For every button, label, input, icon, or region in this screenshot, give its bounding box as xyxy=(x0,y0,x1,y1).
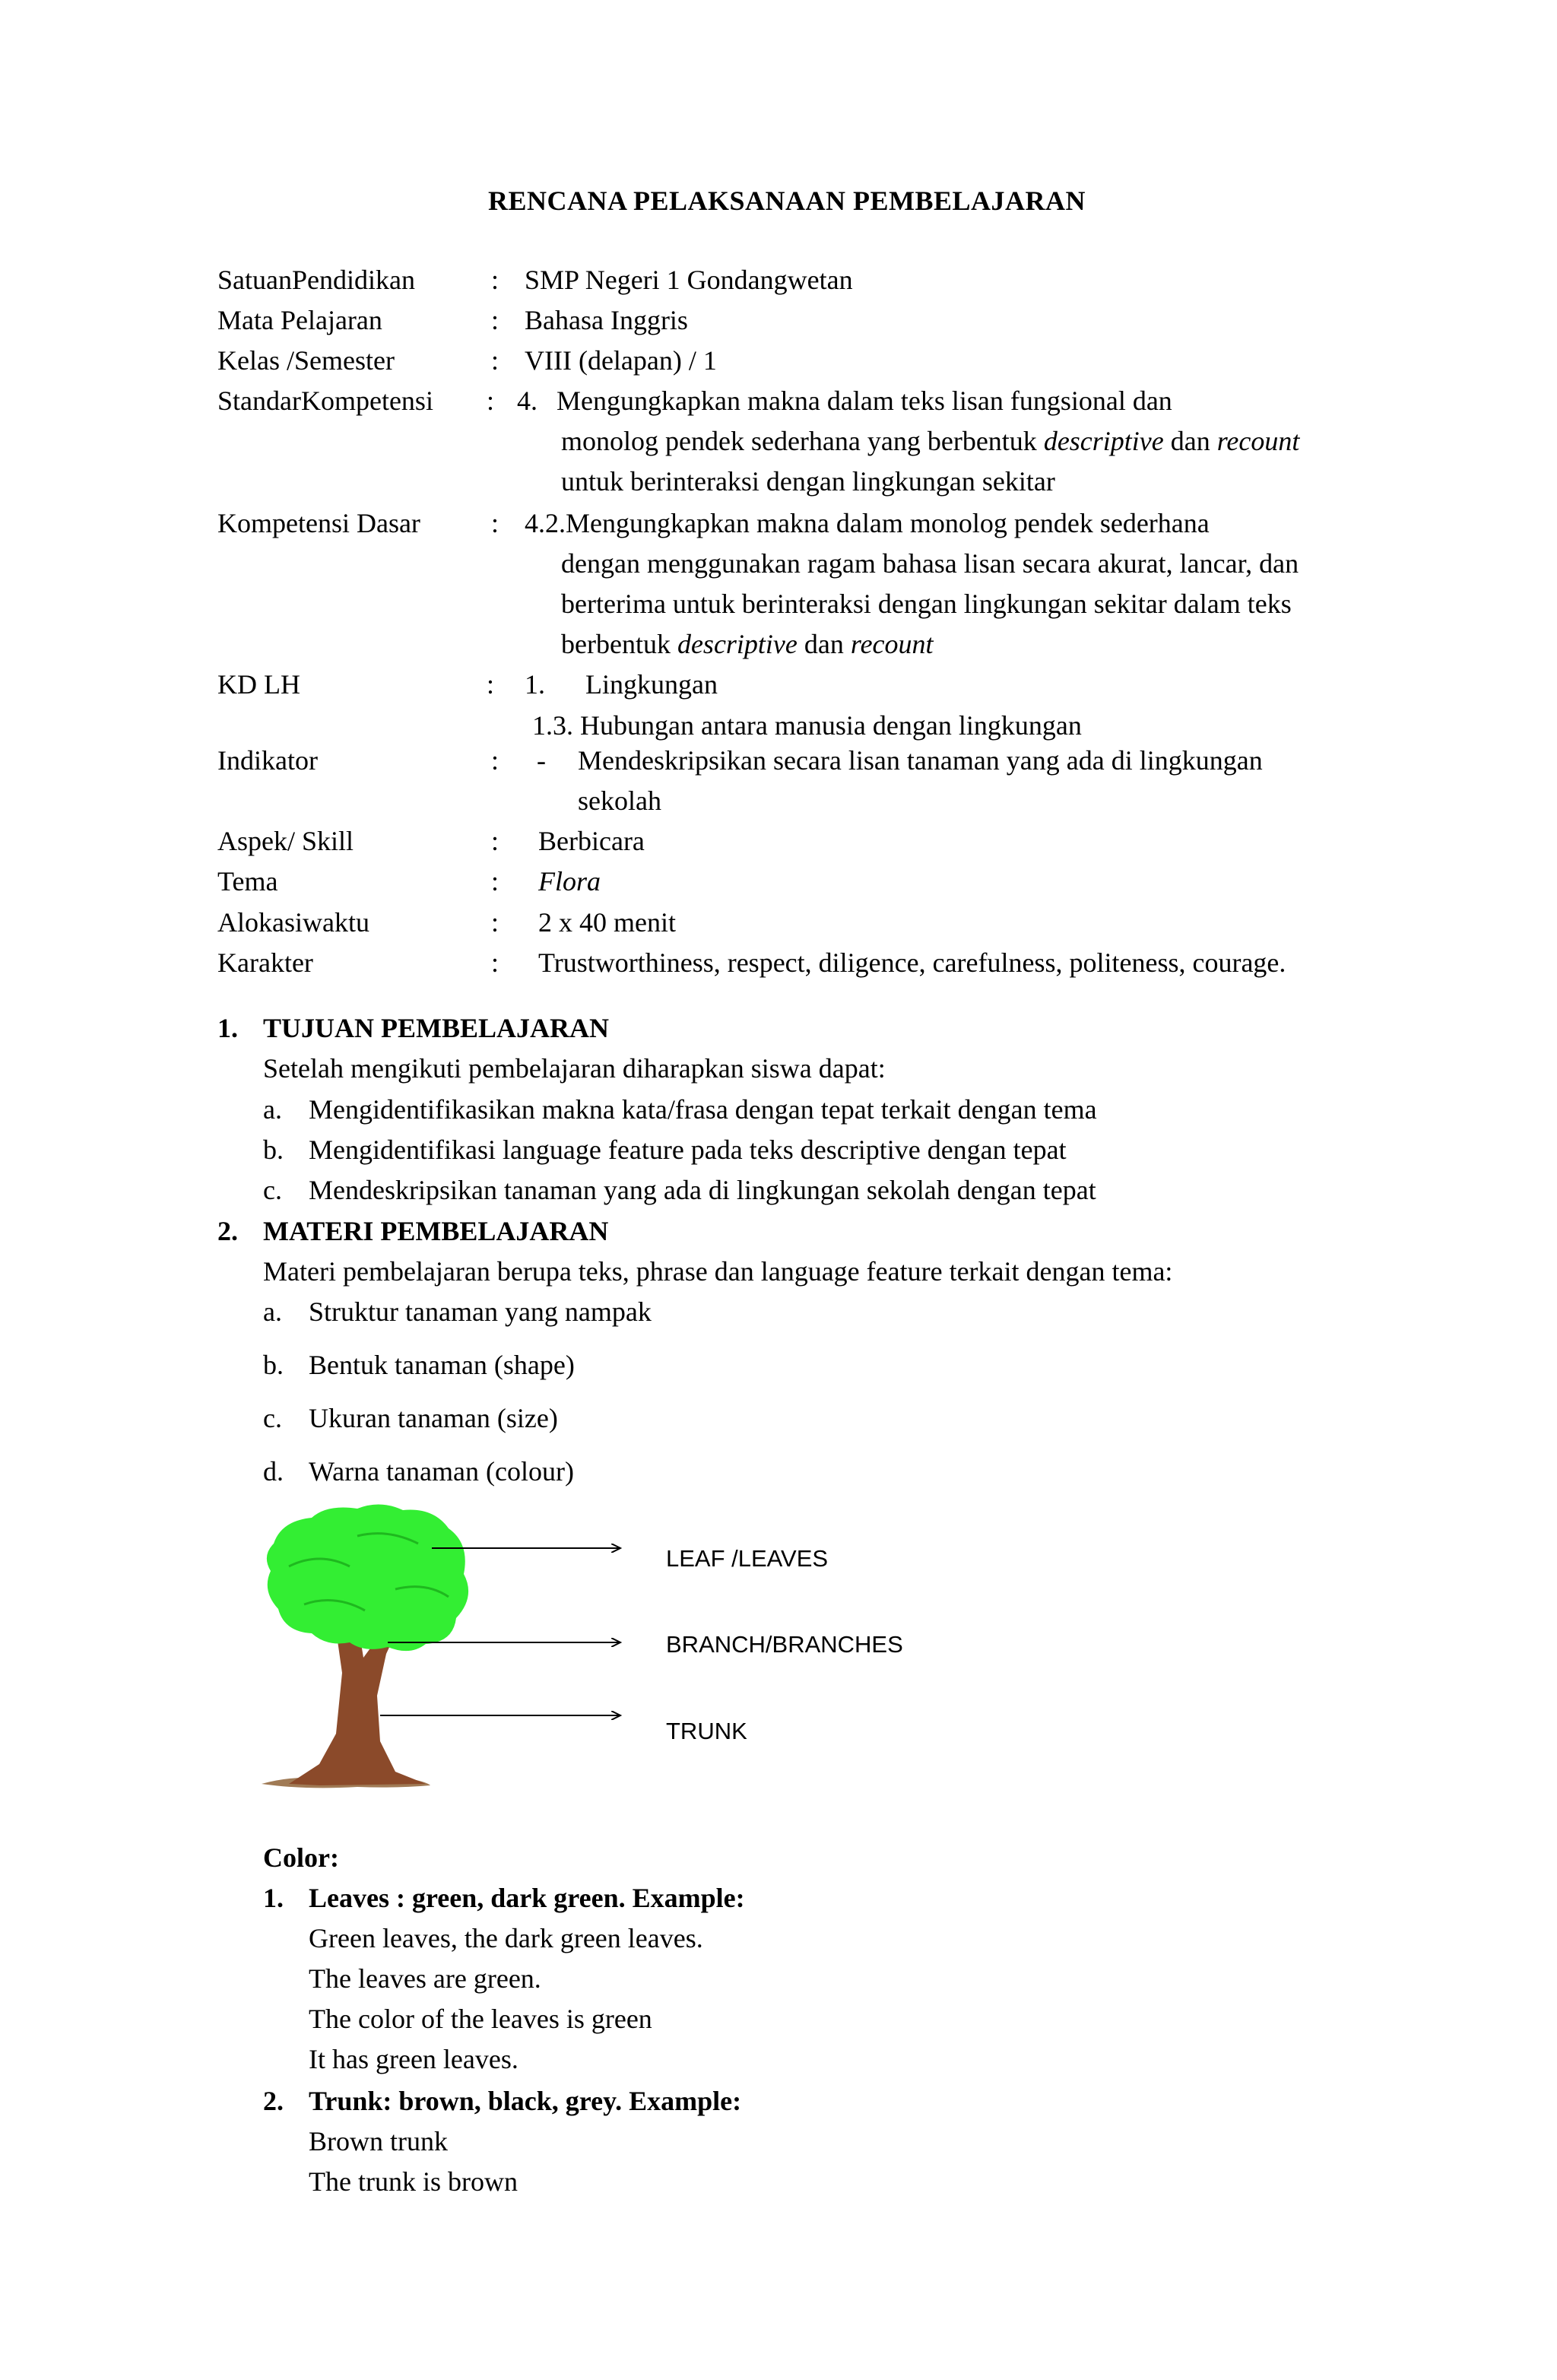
list-item: Mengidentifikasikan makna kata/frasa dengan tepat terkait dengan tema xyxy=(309,1094,1097,1125)
list-item-letter: c. xyxy=(263,1175,282,1205)
list-item-letter: a. xyxy=(263,1296,282,1327)
sep-indikator: : xyxy=(491,745,499,776)
label-kd: Kompetensi Dasar xyxy=(217,508,420,538)
sep-kd: : xyxy=(491,508,499,538)
list-item-letter: a. xyxy=(263,1094,282,1125)
value-kelas: VIII (delapan) / 1 xyxy=(525,345,717,376)
value-mapel: Bahasa Inggris xyxy=(525,305,688,335)
canopy-shape xyxy=(267,1504,468,1651)
sep-kdlh: : xyxy=(487,669,495,700)
list-item: Mendeskripsikan tanaman yang ada di lingkungan sekolah dengan tepat xyxy=(309,1175,1096,1205)
color-item-heading: Leaves : green, dark green. Example: xyxy=(309,1883,745,1913)
example-line: The leaves are green. xyxy=(309,1963,541,1994)
section-1-intro: Setelah mengikuti pembelajaran diharapkan siswa dapat: xyxy=(263,1053,886,1084)
label-alokasi: Alokasiwaktu xyxy=(217,907,369,938)
color-heading: Color: xyxy=(263,1842,339,1873)
kd-line-2: dengan menggunakan ragam bahasa lisan secara akurat, lancar, dan xyxy=(561,548,1299,579)
label-kdlh: KD LH xyxy=(217,669,300,700)
sep-karakter: : xyxy=(491,947,499,978)
label-aspek: Aspek/ Skill xyxy=(217,826,354,856)
color-item-number: 1. xyxy=(263,1883,284,1913)
label-leaf: LEAF /LEAVES xyxy=(666,1545,829,1572)
example-line: Brown trunk xyxy=(309,2126,448,2156)
value-karakter: Trustworthiness, respect, diligence, carefulness, politeness, courage. xyxy=(538,947,1286,978)
label-tema: Tema xyxy=(217,866,278,896)
sk-line-3: untuk berinteraksi dengan lingkungan sekitar xyxy=(561,466,1055,497)
label-mapel: Mata Pelajaran xyxy=(217,305,382,335)
list-item-letter: b. xyxy=(263,1134,284,1165)
kd-line-1: 4.2.Mengungkapkan makna dalam monolog pendek sederhana xyxy=(525,508,1210,538)
label-trunk: TRUNK xyxy=(666,1718,747,1744)
list-item: Bentuk tanaman (shape) xyxy=(309,1350,575,1380)
sep-alokasi: : xyxy=(491,907,499,938)
list-item: Mengidentifikasi language feature pada teks descriptive dengan tepat xyxy=(309,1134,1067,1165)
kdlh-number: 1. xyxy=(525,669,545,700)
section-2-number: 2. xyxy=(217,1216,238,1246)
list-item: Warna tanaman (colour) xyxy=(309,1456,574,1487)
list-item-letter: c. xyxy=(263,1403,282,1433)
sep-sk: : xyxy=(487,386,495,416)
example-line: Green leaves, the dark green leaves. xyxy=(309,1923,703,1953)
label-karakter: Karakter xyxy=(217,947,313,978)
page-title: RENCANA PELAKSANAAN PEMBELAJARAN xyxy=(488,186,1086,216)
value-satuan: SMP Negeri 1 Gondangwetan xyxy=(525,265,853,295)
value-tema: Flora xyxy=(538,866,601,896)
sep-aspek: : xyxy=(491,826,499,856)
section-2-heading: MATERI PEMBELAJARAN xyxy=(263,1216,609,1246)
list-item-letter: b. xyxy=(263,1350,284,1380)
example-line: It has green leaves. xyxy=(309,2044,518,2074)
sep-mapel: : xyxy=(491,305,499,335)
example-line: The trunk is brown xyxy=(309,2166,518,2197)
color-item-number: 2. xyxy=(263,2086,284,2116)
value-alokasi: 2 x 40 menit xyxy=(538,907,676,938)
sk-line-2: monolog pendek sederhana yang berbentuk descriptive dan recount xyxy=(561,426,1300,456)
label-sk: StandarKompetensi xyxy=(217,386,433,416)
label-kelas: Kelas /Semester xyxy=(217,345,395,376)
section-1-number: 1. xyxy=(217,1013,238,1043)
kdlh-value: Lingkungan xyxy=(585,669,718,700)
indikator-dash: - xyxy=(537,745,546,776)
list-item-letter: d. xyxy=(263,1456,284,1487)
label-indikator: Indikator xyxy=(217,745,318,776)
indikator-line-2: sekolah xyxy=(578,785,661,816)
value-aspek: Berbicara xyxy=(538,826,645,856)
color-item-heading: Trunk: brown, black, grey. Example: xyxy=(309,2086,742,2116)
section-1-heading: TUJUAN PEMBELAJARAN xyxy=(263,1013,610,1043)
kd-line-3: berterima untuk berinteraksi dengan lingkungan sekitar dalam teks xyxy=(561,589,1292,619)
sep-kelas: : xyxy=(491,345,499,376)
label-satuan: SatuanPendidikan xyxy=(217,265,415,295)
label-branch: BRANCH/BRANCHES xyxy=(666,1631,903,1658)
kdlh-sub: 1.3. Hubungan antara manusia dengan lingkungan xyxy=(532,710,1082,741)
list-item: Struktur tanaman yang nampak xyxy=(309,1296,652,1327)
example-line: The color of the leaves is green xyxy=(309,2004,652,2034)
sk-line-1: Mengungkapkan makna dalam teks lisan fungsional dan xyxy=(557,386,1172,416)
indikator-line-1: Mendeskripsikan secara lisan tanaman yang ada di lingkungan xyxy=(578,745,1263,776)
sep-tema: : xyxy=(491,866,499,896)
sep-satuan: : xyxy=(491,265,499,295)
kd-line-4: berbentuk descriptive dan recount xyxy=(561,629,934,659)
section-2-intro: Materi pembelajaran berupa teks, phrase dan language feature terkait dengan tema: xyxy=(263,1256,1173,1287)
list-item: Ukuran tanaman (size) xyxy=(309,1403,558,1433)
sk-number: 4. xyxy=(517,386,537,416)
